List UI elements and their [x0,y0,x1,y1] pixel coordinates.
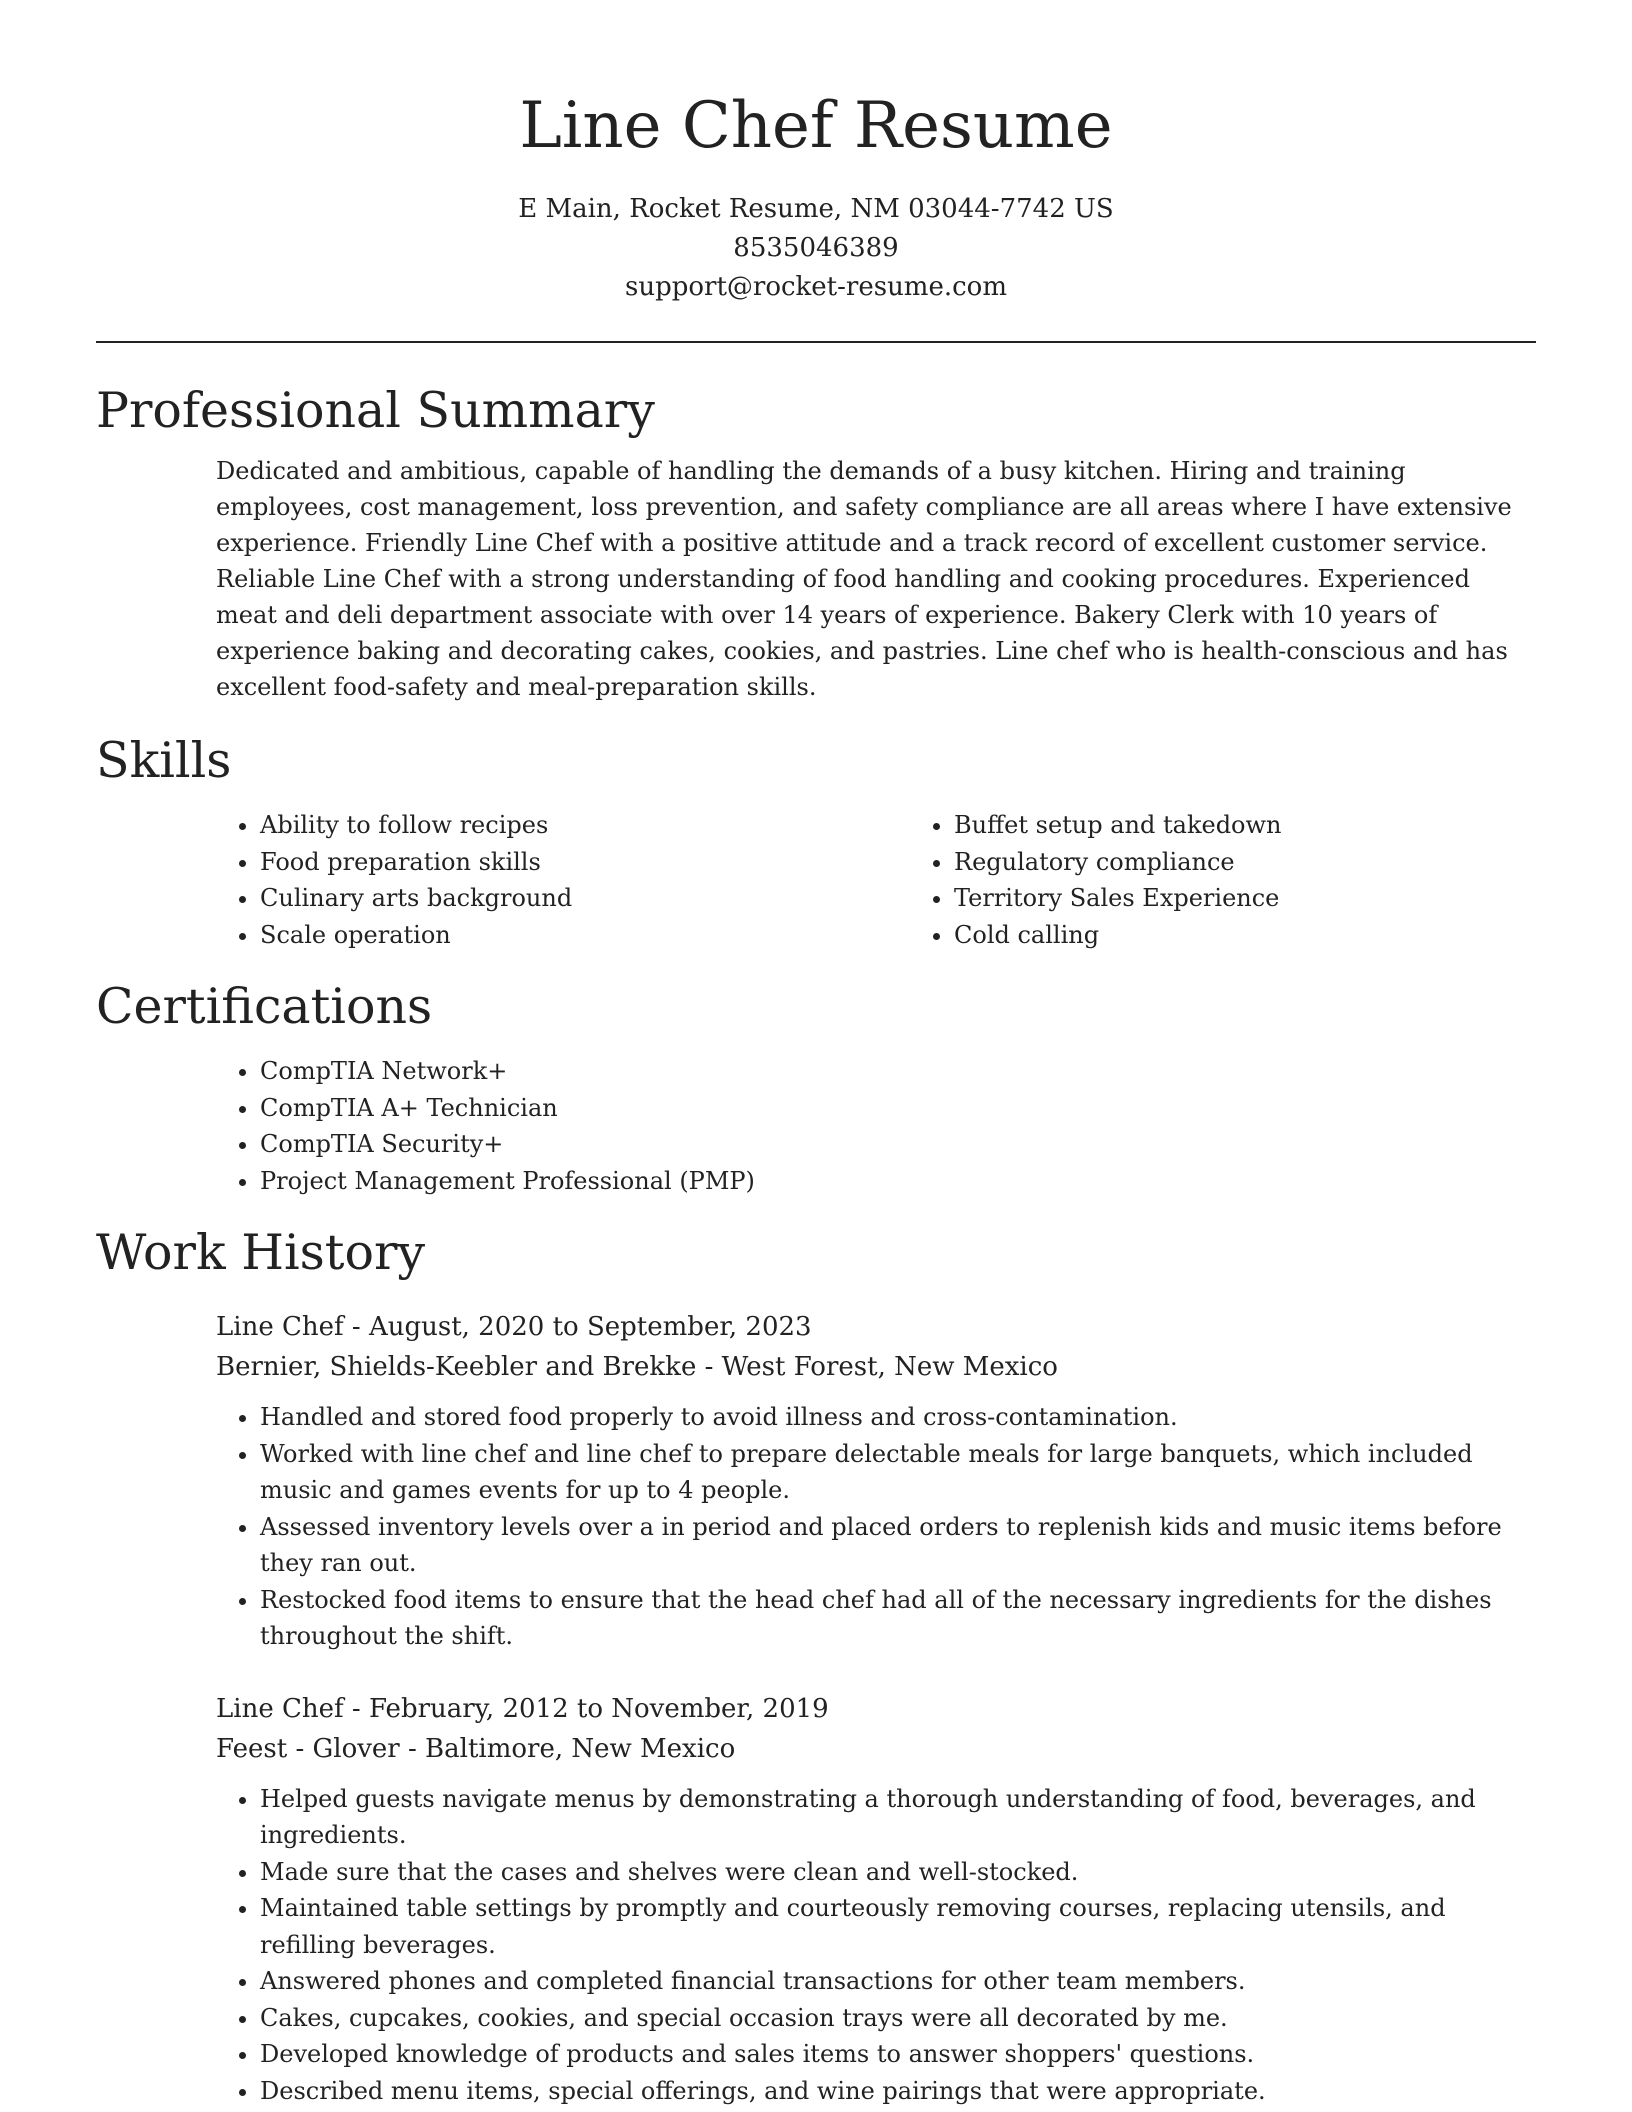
work-history-heading: Work History [96,1224,426,1281]
skills-heading: Skills [96,732,232,789]
summary-text: Dedicated and ambitious, capable of handling the demands of a busy kitchen. Hiring and training employees, cost management, loss prevention, and safety compliance are all areas where I have extensive experience. Friendly Line Chef with a positive attitude and a track record of excellent customer service. Reliable Line Chef with a strong understanding of food handling and cooking procedures. Experienced meat and deli department associate with over 14 years of experience. Bakery Clerk with 10 years of experience baking and decorating cakes, cookies, and pastries. Line chef who is health-conscious and has excellent food-safety and meal-preparation skills. [216,457,1512,701]
job-duty-item: • Restocked food items to ensure that the head chef had all of the necessary ingredients for the dishes throughout the shift. [260,1582,1536,1655]
skill-item: • Culinary arts background [260,880,910,917]
skill-item: • Buffet setup and takedown [954,807,1604,844]
job-duty-item: • Helped guests navigate menus by demonstrating a thorough understanding of food, beverages, and ingredients. [260,1781,1536,1854]
job-duties-list [216,1781,1536,2110]
certifications-heading: Certifications [96,978,433,1035]
skill-item: • Regulatory compliance [954,844,1604,881]
job-duty-item: • Worked with line chef and line chef to prepare delectable meals for large banquets, which included music and games events for up to 4 people. [260,1436,1536,1509]
summary-section [96,379,1536,705]
job-duty-item: • Maintained table settings by promptly and courteously removing courses, replacing utensils, and refilling beverages. [260,1890,1536,1963]
skill-item: • Cold calling [954,917,1604,954]
contact-phone: 8535046389 [733,233,899,263]
certifications-list [216,1053,1536,1199]
certifications-section [96,975,1536,1199]
job-entry [216,1307,1536,1655]
skills-left-list [216,807,910,953]
skill-item: • Ability to follow recipes [260,807,910,844]
resume-title: Line Chef Resume [519,89,1113,163]
header-divider [96,341,1536,343]
skill-item: • Territory Sales Experience [954,880,1604,917]
job-title-line: Line Chef - February, 2012 to November, 2019 [216,1693,829,1724]
contact-email: support@rocket-resume.com [624,272,1007,302]
skills-section [96,729,1536,953]
certification-item: • Project Management Professional (PMP) [260,1163,1536,1200]
job-duty-item: • Handled and stored food properly to avoid illness and cross-contamination. [260,1399,1536,1436]
resume-header [96,0,1536,307]
summary-heading: Professional Summary [96,382,655,439]
work-history-section [96,1221,1536,2109]
certification-item: • CompTIA A+ Technician [260,1090,1536,1127]
job-duty-item: • Cakes, cupcakes, cookies, and special occasion trays were all decorated by me. [260,2000,1536,2037]
certification-item: • CompTIA Security+ [260,1126,1536,1163]
skills-right-list [910,807,1604,953]
certification-item: • CompTIA Network+ [260,1053,1536,1090]
job-employer-line: Feest - Glover - Baltimore, New Mexico [216,1733,736,1764]
job-duty-item: • Developed knowledge of products and sales items to answer shoppers' questions. [260,2036,1536,2073]
skill-item: • Food preparation skills [260,844,910,881]
job-entry [216,1689,1536,2110]
job-duty-item: • Assessed inventory levels over a in period and placed orders to replenish kids and music items before they ran out. [260,1509,1536,1582]
contact-info [96,190,1536,307]
job-duty-item: • Answered phones and completed financial transactions for other team members. [260,1963,1536,2000]
job-duties-list [216,1399,1536,1655]
job-employer-line: Bernier, Shields-Keebler and Brekke - West Forest, New Mexico [216,1352,1058,1382]
job-duty-item: • Made sure that the cases and shelves were clean and well-stocked. [260,1854,1536,1891]
job-title-line: Line Chef - August, 2020 to September, 2023 [216,1312,812,1342]
skills-columns [216,807,1536,953]
contact-address: E Main, Rocket Resume, NM 03044-7742 US [518,194,1114,224]
job-duty-item: • Described menu items, special offerings, and wine pairings that were appropriate. [260,2073,1536,2110]
skill-item: • Scale operation [260,917,910,954]
